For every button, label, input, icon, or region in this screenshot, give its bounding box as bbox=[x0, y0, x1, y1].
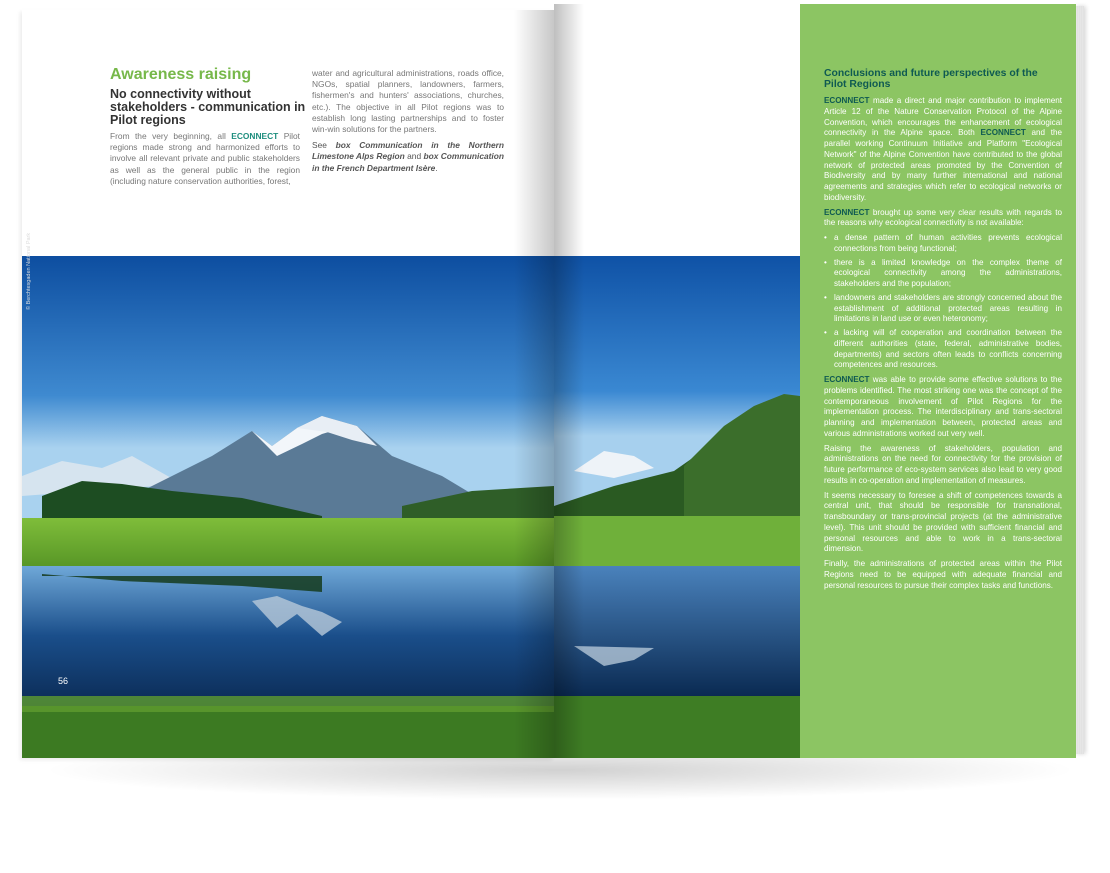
section-title: Awareness raising bbox=[110, 66, 252, 83]
list-item bbox=[824, 233, 1062, 255]
conclusions-paragraph-3 bbox=[824, 375, 1062, 440]
page-number: 56 bbox=[58, 676, 69, 686]
end-period: . bbox=[435, 162, 438, 173]
landscape-photo-right bbox=[554, 256, 800, 758]
right-page bbox=[554, 4, 1076, 758]
p3-text: was able to provide some effective solutions to the problems identified. The most striking one was the concept of the contemporaneous involvement of Pilot Regions for the implementation process. The interdisciplinary and trans-sectoral planning and implementation between, protected areas and various administrations worked out very well. bbox=[824, 375, 1062, 438]
conclusions-heading: Conclusions and future perspectives of the Pilot Regions bbox=[824, 68, 1038, 90]
conclusions-text bbox=[824, 96, 1062, 591]
brand-name: ECONNECT bbox=[231, 131, 279, 141]
p1-part-b: and the parallel working Continuum Initiative and Platform "Ecological Network" of the Alpine Convention have contributed to the global network of protected areas promoted by the Convention of Biodiversity and by many further international and national agreements and strategies which refer to ecological networks or biodiversity. bbox=[824, 128, 1062, 202]
conclusions-panel bbox=[800, 4, 1076, 758]
intro-text-start: From the very beginning, all bbox=[110, 131, 232, 141]
conclusions-paragraph-2 bbox=[824, 208, 1062, 230]
bullet-icon: • bbox=[824, 233, 827, 242]
bullet-icon: • bbox=[824, 292, 827, 302]
brand-name: ECONNECT bbox=[824, 375, 870, 384]
reasons-list bbox=[824, 233, 1062, 371]
p2-text: brought up some very clear results with regards to the reasons why ecological connectivity is not available: bbox=[824, 207, 1062, 228]
conclusions-paragraph-6: Finally, the administrations of protected areas within the Pilot Regions need to be equipped with adequate financial and personal resources to pursue their complex tasks and functions. bbox=[824, 559, 1062, 590]
conclusions-paragraph-4: Raising the awareness of stakeholders, population and administrations on the need for connectivity for the provision of future performance of eco-system services also lead to very good results in co-operation and implementation of measures. bbox=[824, 443, 1062, 485]
landscape-photo-left bbox=[22, 256, 554, 758]
box-references bbox=[312, 140, 504, 174]
list-item bbox=[824, 293, 1062, 325]
brand-name: ECONNECT bbox=[824, 207, 870, 217]
list-item-text: there is a limited knowledge on the complex theme of ecological connectivity among the administrations, stakeholders and the population; bbox=[834, 257, 1062, 288]
left-page bbox=[22, 10, 554, 758]
p1-part-a: made a direct and major contribution to implement Article 12 of the Nature Conservation Protocol of the Alpine Convention, which encourages the enhancement of ecological connectivity in the Alpine space. Both bbox=[824, 96, 1062, 138]
box-ref-isere: box Communication in the French Department Isère bbox=[312, 151, 504, 173]
list-item bbox=[824, 328, 1062, 371]
list-item-text: a dense pattern of human activities prevents ecological connections from being functional; bbox=[834, 233, 1062, 253]
conclusions-content bbox=[824, 68, 1062, 595]
conclusions-paragraph-1 bbox=[824, 96, 1062, 204]
list-item-text: a lacking will of cooperation and coordination between the different authorities (state, federal, administrative bodies, departments) and sectors often leads to conflicts concerning competences and resources. bbox=[834, 328, 1062, 370]
photo-credit: © Berchtesgaden National Park bbox=[26, 232, 32, 310]
brand-name: ECONNECT bbox=[824, 96, 870, 105]
bullet-icon: • bbox=[824, 328, 827, 337]
second-column-paragraph: water and agricultural administrations, roads office, NGOs, spatial planners, landowners, farmers, fishermen's and hunters' associations, churches, etc.). The objective in all Pilot regions was to establish long lasting partnerships and to foster win-win solutions for the partners. bbox=[312, 68, 504, 135]
bullet-icon: • bbox=[824, 257, 827, 267]
intro-text-rest: Pilot regions made strong and harmonized efforts to involve all relevant private and public stakeholders as well as the general public in the region (including nature conservation authorities, forest, bbox=[110, 131, 301, 186]
intro-column bbox=[110, 131, 300, 187]
box-ref-northern-limestone: box Communication in the Northern Limestone Alps Region bbox=[312, 140, 505, 162]
list-item bbox=[824, 258, 1062, 290]
brand-name: ECONNECT bbox=[980, 128, 1026, 138]
and-label: and bbox=[404, 151, 424, 162]
section-subtitle: No connectivity without stakeholders - communication in Pilot regions bbox=[110, 87, 306, 127]
see-label: See bbox=[312, 140, 336, 151]
second-column bbox=[312, 68, 504, 179]
list-item-text: landowners and stakeholders are strongly concerned about the establishment of additional protected areas resulting in limitations in land use or even heteronomy; bbox=[834, 292, 1062, 324]
conclusions-paragraph-5: It seems necessary to foresee a shift of competences towards a central unit, that should be responsible for transnational, transboundary or trans-provincial projects (at the administrative level). This unit should be provided with sufficient financial and personal resources and able to work in a trans-sectoral dimension. bbox=[824, 490, 1062, 554]
